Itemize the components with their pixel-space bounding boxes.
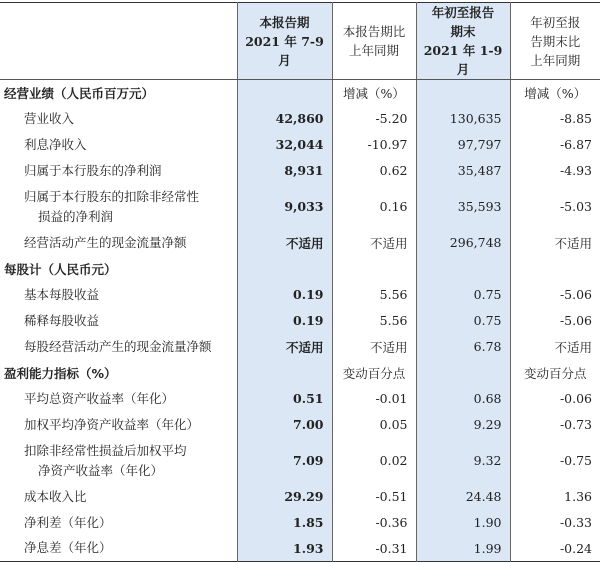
header-text: 上年同期	[333, 41, 416, 60]
label-cell	[0, 106, 237, 132]
current-period-value: 0.19	[237, 308, 332, 334]
current-period-value: 1.85	[237, 510, 332, 536]
label-cell	[0, 132, 237, 158]
ytd-value: 296,748	[416, 230, 510, 256]
ytd-yoy-value: -0.06	[510, 386, 600, 412]
row-label: 扣除非经常性损益后加权平均	[24, 441, 229, 461]
ytd-value: 9.32	[416, 438, 510, 484]
row-label: 平均总资产收益率（年化）	[24, 391, 174, 406]
ytd-yoy-value: -5.03	[510, 184, 600, 230]
header-current-period	[237, 3, 332, 80]
ytd-value: 6.78	[416, 334, 510, 360]
row-label: 营业收入	[24, 111, 74, 126]
current-period-value: 32,044	[237, 132, 332, 158]
row-label: 净利差（年化）	[24, 515, 112, 530]
current-yoy-value: 0.02	[332, 438, 416, 484]
header-row	[0, 3, 600, 80]
header-current-yoy	[332, 3, 416, 80]
current-yoy-value: 0.62	[332, 158, 416, 184]
table-row	[0, 484, 600, 510]
header-text: 2021 年 1-9 月	[417, 41, 510, 79]
ytd-value: 0.68	[416, 386, 510, 412]
row-label: 归属于本行股东的扣除非经常性	[24, 187, 229, 207]
current-period-value: 7.09	[237, 438, 332, 484]
row-label: 归属于本行股东的净利润	[24, 163, 162, 178]
label-cell	[0, 334, 237, 360]
header-text: 2021 年 7-9 月	[238, 32, 332, 70]
ytd-yoy-value: 不适用	[510, 230, 600, 256]
current-period-value: 0.51	[237, 386, 332, 412]
current-yoy-value: -5.20	[332, 106, 416, 132]
ytd-yoy-value: 1.36	[510, 484, 600, 510]
table-row	[0, 158, 600, 184]
current-yoy-value: 5.56	[332, 308, 416, 334]
ytd-yoy-value: -5.06	[510, 308, 600, 334]
ytd-value: 35,593	[416, 184, 510, 230]
cell	[416, 80, 510, 106]
ytd-value: 0.75	[416, 282, 510, 308]
ytd-yoy-value: -0.33	[510, 510, 600, 536]
ytd-value: 35,487	[416, 158, 510, 184]
ytd-yoy-value: -0.73	[510, 412, 600, 438]
unit-label	[510, 256, 600, 282]
row-label: 基本每股收益	[24, 287, 99, 302]
current-yoy-value: -10.97	[332, 132, 416, 158]
ytd-yoy-value: -4.93	[510, 158, 600, 184]
row-label: 每股经营活动产生的现金流量净额	[24, 339, 212, 354]
current-yoy-value: -0.36	[332, 510, 416, 536]
table-row	[0, 438, 600, 484]
table-row	[0, 132, 600, 158]
ytd-yoy-value: -5.06	[510, 282, 600, 308]
ytd-value: 0.75	[416, 308, 510, 334]
current-period-value: 42,860	[237, 106, 332, 132]
ytd-value: 9.29	[416, 412, 510, 438]
row-label: 成本收入比	[24, 489, 87, 504]
unit-label: 增减（%）	[510, 80, 600, 106]
ytd-value: 1.99	[416, 536, 510, 562]
label-cell	[0, 536, 237, 562]
ytd-value: 130,635	[416, 106, 510, 132]
table-row	[0, 106, 600, 132]
unit-label: 变动百分点	[332, 360, 416, 386]
current-period-value: 9,033	[237, 184, 332, 230]
ytd-value: 1.90	[416, 510, 510, 536]
current-period-value: 7.00	[237, 412, 332, 438]
current-yoy-value: 5.56	[332, 282, 416, 308]
table-row	[0, 282, 600, 308]
ytd-value: 24.48	[416, 484, 510, 510]
header-text: 告期末比	[511, 32, 600, 51]
label-cell	[0, 230, 237, 256]
current-period-value: 不适用	[237, 230, 332, 256]
cell	[237, 360, 332, 386]
label-cell	[0, 510, 237, 536]
table-row	[0, 230, 600, 256]
row-label: 净息差（年化）	[24, 540, 112, 555]
header-text: 本报告期	[238, 13, 332, 32]
cell	[237, 80, 332, 106]
ytd-value: 97,797	[416, 132, 510, 158]
row-label-cont: 净资产收益率（年化）	[24, 461, 163, 481]
section-row	[0, 256, 600, 282]
table-row	[0, 184, 600, 230]
ytd-yoy-value: -8.85	[510, 106, 600, 132]
ytd-yoy-value: -6.87	[510, 132, 600, 158]
ytd-yoy-value: 不适用	[510, 334, 600, 360]
section-row	[0, 80, 600, 106]
label-cell	[0, 184, 237, 230]
current-yoy-value: 0.05	[332, 412, 416, 438]
section-title: 盈利能力指标（%）	[0, 360, 237, 386]
table-row	[0, 386, 600, 412]
current-period-value: 0.19	[237, 282, 332, 308]
current-period-value: 29.29	[237, 484, 332, 510]
current-period-value: 不适用	[237, 334, 332, 360]
label-cell	[0, 386, 237, 412]
unit-label: 变动百分点	[510, 360, 600, 386]
unit-label: 增减（%）	[332, 80, 416, 106]
row-label: 经营活动产生的现金流量净额	[24, 235, 187, 250]
table-row	[0, 334, 600, 360]
current-period-value: 1.93	[237, 536, 332, 562]
header-text: 上年同期	[511, 51, 600, 70]
current-yoy-value: 不适用	[332, 230, 416, 256]
section-row	[0, 360, 600, 386]
current-period-value: 8,931	[237, 158, 332, 184]
row-label: 利息净收入	[24, 137, 87, 152]
ytd-yoy-value: -0.24	[510, 536, 600, 562]
current-yoy-value: 0.16	[332, 184, 416, 230]
header-ytd-yoy	[510, 3, 600, 80]
financial-summary-table	[0, 2, 600, 562]
table-row	[0, 510, 600, 536]
table-row	[0, 308, 600, 334]
section-title: 经营业绩（人民币百万元）	[0, 80, 237, 106]
section-title: 每股计（人民币元）	[0, 256, 237, 282]
header-text: 年初至报	[511, 13, 600, 32]
row-label: 加权平均净资产收益率（年化）	[24, 417, 199, 432]
label-cell	[0, 282, 237, 308]
header-item	[0, 3, 237, 80]
cell	[237, 256, 332, 282]
header-text: 年初至报告	[417, 3, 510, 22]
ytd-yoy-value: -0.75	[510, 438, 600, 484]
unit-label	[332, 256, 416, 282]
header-text: 期末	[417, 22, 510, 41]
cell	[416, 256, 510, 282]
label-cell	[0, 412, 237, 438]
label-cell	[0, 484, 237, 510]
current-yoy-value: -0.51	[332, 484, 416, 510]
label-cell	[0, 438, 237, 484]
current-yoy-value: -0.31	[332, 536, 416, 562]
row-label: 稀释每股收益	[24, 313, 99, 328]
cell	[416, 360, 510, 386]
label-cell	[0, 158, 237, 184]
header-ytd	[416, 3, 510, 80]
current-yoy-value: -0.01	[332, 386, 416, 412]
table-row	[0, 536, 600, 562]
label-cell	[0, 308, 237, 334]
current-yoy-value: 不适用	[332, 334, 416, 360]
table-row	[0, 412, 600, 438]
row-label-cont: 损益的净利润	[24, 207, 113, 227]
header-text: 本报告期比	[333, 22, 416, 41]
